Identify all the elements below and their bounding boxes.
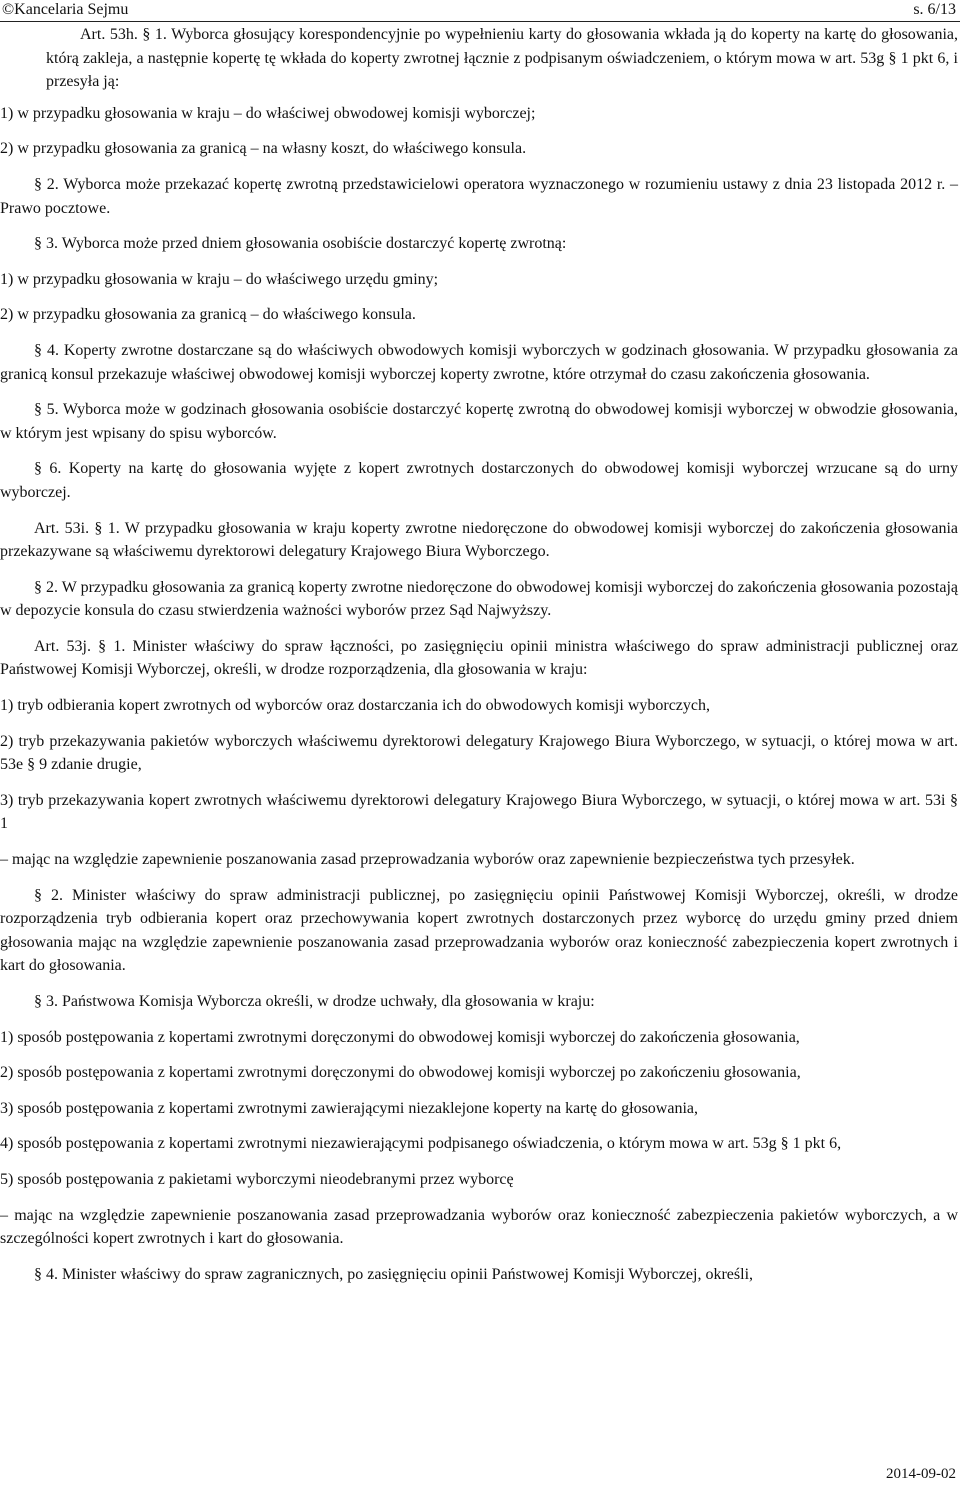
art-53j-par-3-item-4: 4) sposób postępowania z kopertami zwrotnymi niezawierającymi podpisanego oświadczenia, o którym mowa w art. 53g § 1 pkt 6, xyxy=(0,1135,842,1153)
art-53h-par-2: § 2. Wyborca może przekazać kopertę zwrotną przedstawicielowi operatora wyznaczonego w rozumieniu ustawy z dnia 23 listopada 2012 r. – Prawo pocztowe. xyxy=(0,175,958,217)
art-53j-par-3-item-3: 3) sposób postępowania z kopertami zwrotnymi zawierającymi niezaklejone koperty na kartę do głosowania, xyxy=(0,1099,698,1117)
art-53i-par-1: Art. 53i. § 1. W przypadku głosowania w kraju koperty zwrotne niedoręczone do obwodowej komisji wyborczej do zakończenia głosowania przekazywane są właściwemu dyrektorowi delegatury Krajowego Biura Wyborczego. xyxy=(0,519,958,561)
art-53j-par-3-item-5: 5) sposób postępowania z pakietami wyborczymi nieodebranymi przez wyborcę xyxy=(0,1170,514,1188)
art-53h-par-3-item-2: 2) w przypadku głosowania za granicą – do właściwego konsula. xyxy=(0,306,416,324)
art-53h-item-1: 1) w przypadku głosowania w kraju – do właściwej obwodowej komisji wyborczej; xyxy=(0,104,536,122)
art-53j-par-1: Art. 53j. § 1. Minister właściwy do spraw łączności, po zasięgnięciu opinii ministra właściwego do spraw administracji publicznej oraz Państwowej Komisji Wyborczej, określi, w drodze rozporządzenia, dla głosowania w kraju: xyxy=(0,637,958,679)
art-53h-par-5: § 5. Wyborca może w godzinach głosowania osobiście dostarczyć kopertę zwrotną do obwodowej komisji wyborczej w obwodzie głosowania, w którym jest wpisany do spisu wyborców. xyxy=(0,401,958,442)
header-rule xyxy=(0,21,960,22)
art-53j-par-1-closing: – mając na względzie zapewnienie poszanowania zasad przeprowadzania wyborów oraz zapewnienie bezpieczeństwa tych przesyłek. xyxy=(0,851,855,869)
art-53h-item-2: 2) w przypadku głosowania za granicą – na własny koszt, do właściwego konsula. xyxy=(0,140,527,158)
art-53j-item-3: 3) tryb przekazywania kopert zwrotnych właściwemu dyrektorowi delegatury Krajowego Biura Wyborczego, w sytuacji, o której mowa w art. 53i § 1 xyxy=(0,791,958,833)
art-53j-par-3-closing: – mając na względzie zapewnienie poszanowania zasad przeprowadzania wyborów oraz konieczność zabezpieczenia pakietów wyborczych, a w szczególności kopert zwrotnych i kart do głosowania. xyxy=(0,1206,958,1248)
art-53h-par-6: § 6. Koperty na kartę do głosowania wyjęte z kopert zwrotnych dostarczonych do obwodowej komisji wyborczej wrzucane są do urny wyborczej. xyxy=(0,460,958,501)
header-source: ©Kancelaria Sejmu xyxy=(2,1,129,18)
art-53h-par-3: § 3. Wyborca może przed dniem głosowania osobiście dostarczyć kopertę zwrotną: xyxy=(34,235,567,253)
header-page-number: s. 6/13 xyxy=(913,1,956,18)
art-53i-par-2: § 2. W przypadku głosowania za granicą koperty zwrotne niedoręczone do obwodowej komisji wyborczej do zakończenia głosowania pozostają w depozycie konsula do czasu stwierdzenia ważności wyborów przez Sąd Najwyższy. xyxy=(0,578,958,620)
art-53j-item-2: 2) tryb przekazywania pakietów wyborczych właściwemu dyrektorowi delegatury Krajowego Biura Wyborczego, w sytuacji, o której mowa w art. 53e § 9 zdanie drugie, xyxy=(0,732,958,774)
footer-date: 2014-09-02 xyxy=(886,1466,956,1482)
art-53j-item-1: 1) tryb odbierania kopert zwrotnych od wyborców oraz dostarczania ich do obwodowych komisji wyborczych, xyxy=(0,697,711,715)
art-53j-par-2: § 2. Minister właściwy do spraw administracji publicznej, po zasięgnięciu opinii Państwowej Komisji Wyborczej, określi, w drodze rozporządzenia tryb odbierania kopert oraz przechowywania kopert zwrotnych dostarczonych przez wyborcę do urzędu gminy przed dniem głosowania mając na względzie zapewnienie poszanowania zasad przeprowadzania wyborów oraz konieczność zabezpieczenia kopert zwrotnych i kart do głosowania. xyxy=(0,886,958,975)
art-53h-par-3-item-1: 1) w przypadku głosowania w kraju – do właściwego urzędu gminy; xyxy=(0,270,439,288)
page-header xyxy=(0,0,960,22)
art-53j-par-3-item-1: 1) sposób postępowania z kopertami zwrotnymi doręczonymi do obwodowej komisji wyborczej do zakończenia głosowania, xyxy=(0,1028,800,1046)
art-53j-par-3-item-2: 2) sposób postępowania z kopertami zwrotnymi doręczonymi do obwodowej komisji wyborczej po zakończeniu głosowania, xyxy=(0,1064,801,1082)
art-53j-par-3: § 3. Państwowa Komisja Wyborcza określi, w drodze uchwały, dla głosowania w kraju: xyxy=(34,993,595,1010)
art-53h-par-4: § 4. Koperty zwrotne dostarczane są do właściwych obwodowych komisji wyborczych w godzinach głosowania. W przypadku głosowania za granicą konsul przekazuje właściwej obwodowej komisji wyborczej koperty zwrotne, które otrzymał do czasu zakończenia głosowania. xyxy=(0,341,958,383)
art-53h-par-1: Art. 53h. § 1. Wyborca głosujący korespondencyjnie po wypełnieniu karty do głosowania wkłada ją do koperty na kartę do głosowania, którą zakleja, a następnie kopertę tę wkłada do koperty zwrotnej łącznie z podpisanym oświadczeniem, o którym mowa w art. 53g § 1 pkt 6, i przesyła ją: xyxy=(46,26,958,91)
art-53j-par-4: § 4. Minister właściwy do spraw zagranicznych, po zasięgnięciu opinii Państwowej Komisji Wyborczej, określi, xyxy=(34,1265,754,1283)
document-body xyxy=(0,23,958,1286)
